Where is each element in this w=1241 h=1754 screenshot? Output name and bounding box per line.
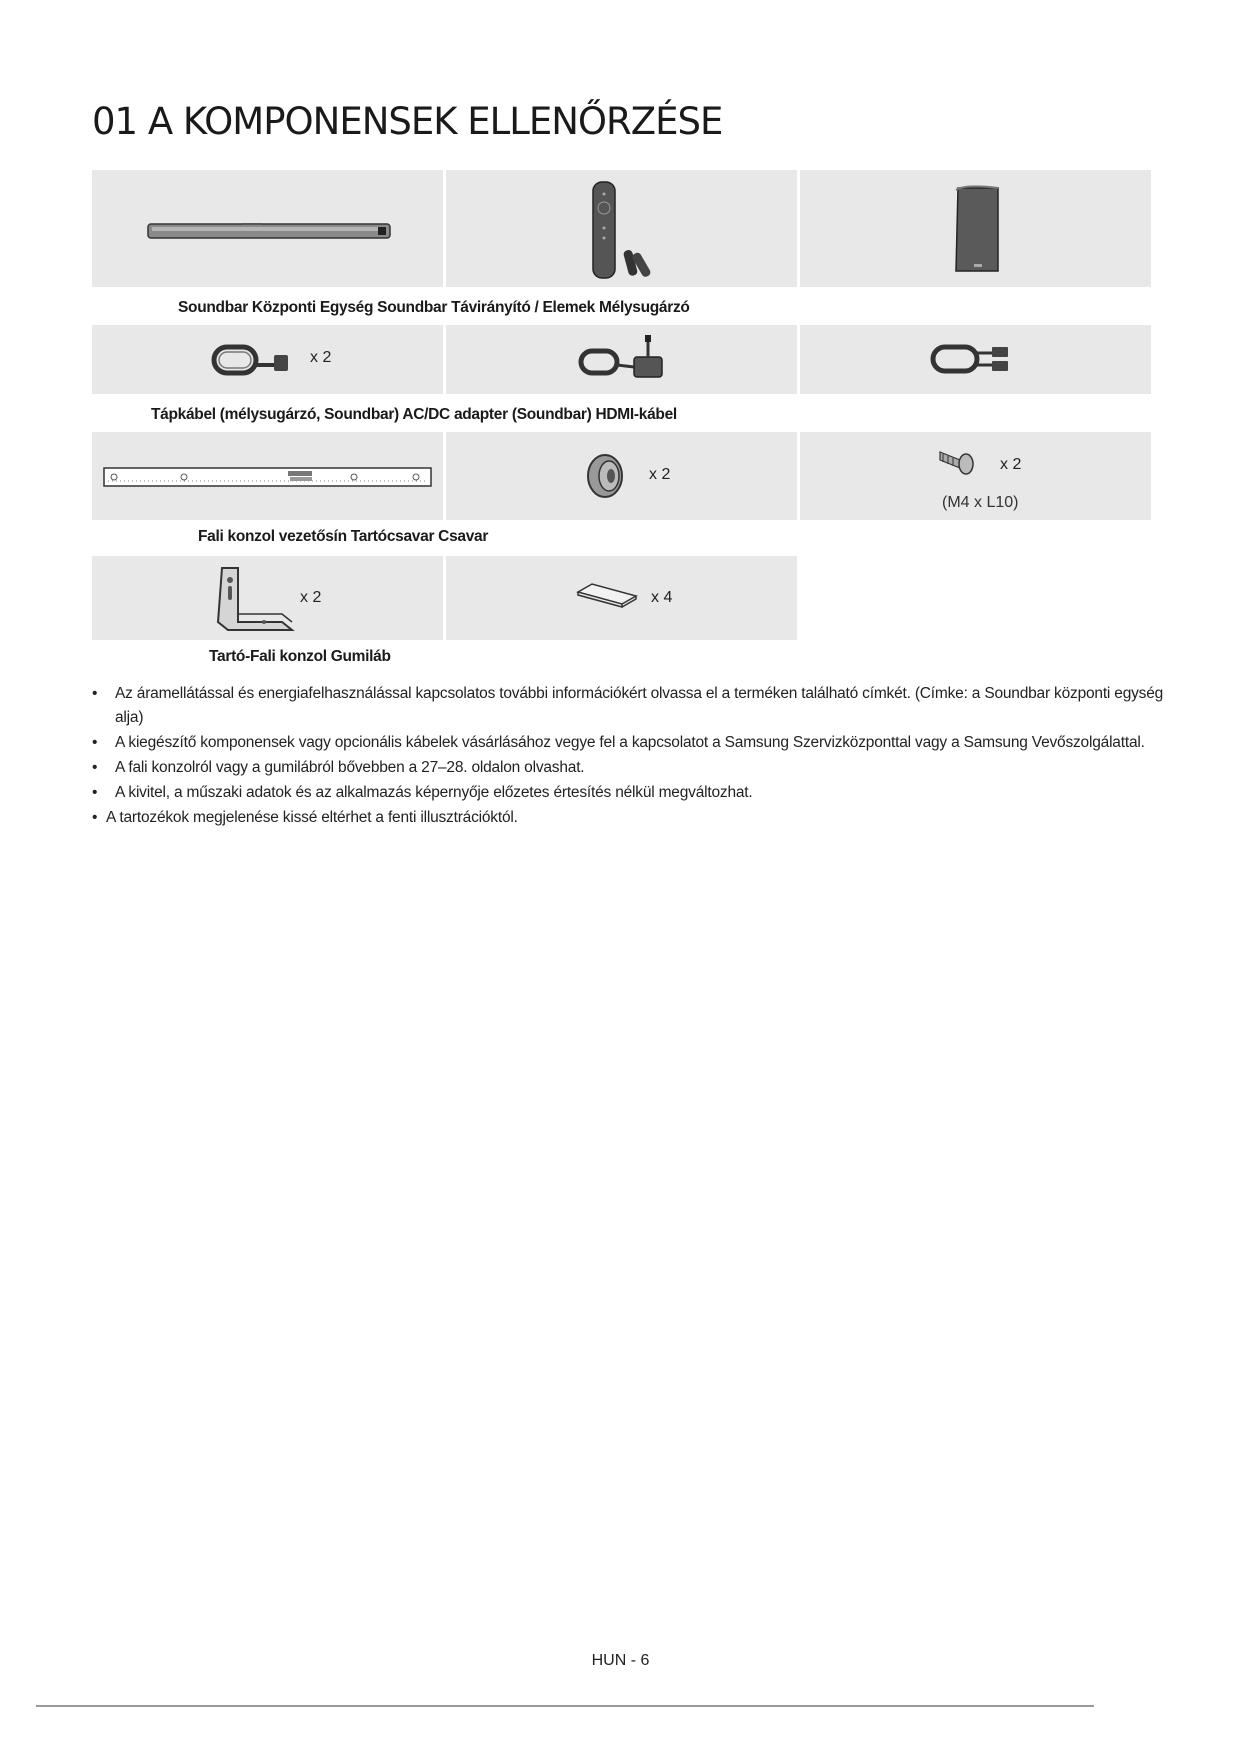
note-item: • A fali konzolról vagy a gumilábról bővebben a 27–28. oldalon olvashat. — [92, 756, 1172, 780]
page-title: 01 A KOMPONENSEK ELLENŐRZÉSE — [92, 100, 723, 143]
row2-caption: Tápkábel (mélysugárzó, Soundbar) AC/DC adapter (Soundbar) HDMI-kábel — [151, 406, 677, 423]
bracket-qty: x 2 — [300, 589, 322, 606]
note-item: • Az áramellátással és energiafelhasználással kapcsolatos további információkért olvassa el a terméken található címkét. (Címke: a Soundbar központi egység alja) — [92, 682, 1172, 730]
holder-screw-cell — [446, 432, 797, 520]
remote-illustration — [446, 170, 797, 287]
hdmi-cable-cell — [800, 325, 1151, 394]
row1-caption: Soundbar Központi Egység Soundbar Távirányító / Elemek Mélysugárzó — [178, 299, 690, 316]
hdmi-cable-illustration — [800, 325, 1151, 394]
rubber-foot-cell — [446, 556, 797, 640]
page-number: HUN - 6 — [591, 1652, 650, 1669]
soundbar-cell — [92, 170, 443, 287]
row4-caption: Tartó-Fali konzol Gumiláb — [209, 648, 391, 665]
subwoofer-cell — [800, 170, 1151, 287]
power-cable-illustration — [92, 325, 443, 394]
adapter-illustration — [446, 325, 797, 394]
holder-screw-qty: x 2 — [649, 466, 671, 483]
note-item: • A kiegészítő komponensek vagy opcionális kábelek vásárlásához vegye fel a kapcsolatot a Samsung Szervizközponttal vagy a Samsung Vevőszolgálattal. — [92, 731, 1172, 755]
screw-spec: (M4 x L10) — [942, 494, 1019, 511]
bracket-illustration — [92, 556, 443, 640]
bracket-cell — [92, 556, 443, 640]
adapter-cell — [446, 325, 797, 394]
screw-cell — [800, 432, 1151, 520]
note-item: • A kivitel, a műszaki adatok és az alkalmazás képernyője előzetes értesítés nélkül megváltozhat. — [92, 781, 1172, 805]
rubber-foot-illustration — [446, 556, 797, 640]
subwoofer-illustration — [800, 170, 1151, 287]
footer-rule — [36, 1705, 1094, 1707]
remote-cell — [446, 170, 797, 287]
row3-caption: Fali konzol vezetősín Tartócsavar Csavar — [198, 528, 489, 545]
rubber-foot-qty: x 4 — [651, 589, 673, 606]
power-cable-cell — [92, 325, 443, 394]
screw-qty: x 2 — [1000, 456, 1022, 473]
wall-bracket-guide-illustration — [92, 432, 443, 520]
wall-bracket-guide-cell — [92, 432, 443, 520]
power-cable-qty: x 2 — [310, 349, 332, 366]
holder-screw-illustration — [446, 432, 797, 520]
notes-list — [92, 682, 1172, 831]
soundbar-illustration — [92, 170, 443, 287]
note-item: • A tartozékok megjelenése kissé eltérhet a fenti illusztrációktól. — [92, 806, 1172, 830]
